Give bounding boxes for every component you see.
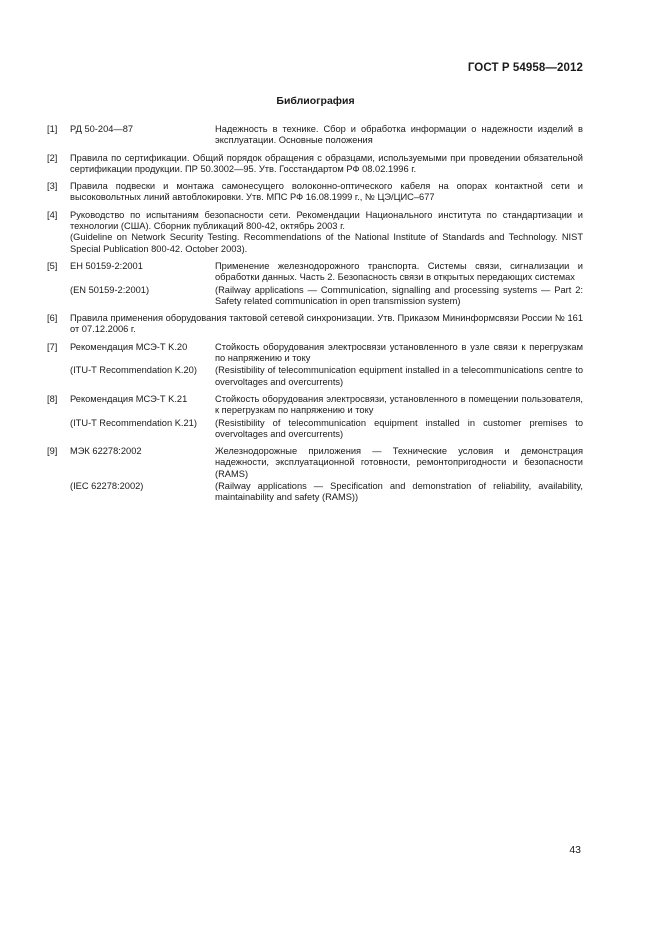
entry-text: Правила применения оборудования тактовой сетевой синхронизации. Утв. Приказом Мининформсвязи России № 161 от 07.12.2006 г.	[70, 313, 583, 335]
entry-code-english: (ITU-T Recommendation K.21)	[70, 417, 197, 428]
entry-text: Правила по сертификации. Общий порядок обращения с образцами, используемыми при проведении обязательной сертификации продукции. ПР 50.3002—95. Утв. Госстандартом РФ 08.02.1996 г.	[70, 152, 583, 174]
bibliography-title: Библиография	[276, 95, 355, 107]
entry-description: Стойкость оборудования электросвязи установленного в узле связи к перегрузкам по напряжению и току	[215, 341, 583, 364]
entry-description: Железнодорожные приложения — Технические условия и демонстрация надежности, эксплуатационной готовности, ремонтопригодности и безопасности (RAMS)	[215, 446, 583, 479]
entry-number: [8]	[47, 393, 58, 404]
page-header-standard: ГОСТ Р 54958—2012	[467, 62, 583, 74]
bibliography-entry-4	[47, 210, 583, 255]
entry-description-english: (Resistibility of telecommunication equipment installed in a telecommunications centre to overvoltages and overcurrents)	[215, 365, 583, 387]
entry-code-english: (IEC 62278:2002)	[70, 481, 144, 492]
entry-description-english: (Resistibility of telecommunication equipment installed in customer premises to overvoltages and overcurrents)	[215, 417, 583, 439]
entry-text-english: (Guideline on Network Security Testing. Recommendations of the National Institute of Standards and Technology. NIST Special Publication 800-42. October 2003).	[70, 232, 583, 254]
page-number: 43	[569, 844, 581, 856]
entry-code-english: (ITU-T Recommendation K.20)	[70, 365, 197, 376]
entry-number: [4]	[47, 209, 58, 220]
entry-code: МЭК 62278:2002	[70, 446, 142, 457]
bibliography-entry-9	[47, 446, 583, 503]
entry-code: Рекомендация МСЭ-Т K.20	[70, 341, 188, 352]
bibliography-entry-1	[47, 124, 583, 147]
entry-code: РД 50-204—87	[70, 124, 134, 134]
bibliography-entry-6	[47, 313, 583, 336]
entry-code-english: (EN 50159-2:2001)	[70, 284, 150, 295]
bibliography-list	[47, 124, 583, 510]
entry-text: Руководство по испытаниям безопасности сети. Рекомендации Национального института по стандартизации и технологии (США). Сборник публикаций 800-42, октябрь 2003 г.	[70, 209, 583, 232]
entry-number: [6]	[47, 313, 58, 324]
entry-description: Применение железнодорожного транспорта. Системы связи, сигнализации и обработки данных. Часть 2. Безопасность связи в открытых передающих системах	[215, 260, 583, 283]
bibliography-entry-5	[47, 261, 583, 307]
bibliography-entry-8	[47, 394, 583, 440]
entry-code: Рекомендация МСЭ-Т K.21	[70, 393, 188, 404]
entry-code: ЕН 50159-2:2001	[70, 260, 143, 271]
entry-description-english: (Railway applications — Specification and demonstration of reliability, availability, maintainability and safety (RAMS))	[215, 481, 583, 503]
entry-description: Стойкость оборудования электросвязи, установленного в помещении пользователя, к перегрузкам по напряжению и току	[215, 393, 583, 416]
entry-description-english: (Railway applications — Communication, signalling and processing systems — Part 2: Safety related communication in open transmission system)	[215, 284, 583, 306]
bibliography-entry-3	[47, 181, 583, 204]
entry-number: [7]	[47, 341, 58, 352]
entry-number: [2]	[47, 152, 58, 163]
entry-text: Правила подвески и монтажа самонесущего волоконно-оптического кабеля на опорах контактной сети и высоковольтных линий автоблокировки. Утв. МПС РФ 16.08.1999 г., № ЦЭ/ЦИС–677	[70, 181, 583, 203]
bibliography-entry-7	[47, 342, 583, 388]
entry-number: [9]	[47, 446, 58, 457]
entry-number: [5]	[47, 260, 58, 271]
entry-number: [1]	[47, 124, 58, 134]
entry-number: [3]	[47, 181, 58, 192]
entry-description: Надежность в технике. Сбор и обработка информации о надежности изделий в эксплуатации. Основные положения	[215, 124, 583, 146]
bibliography-entry-2	[47, 153, 583, 176]
